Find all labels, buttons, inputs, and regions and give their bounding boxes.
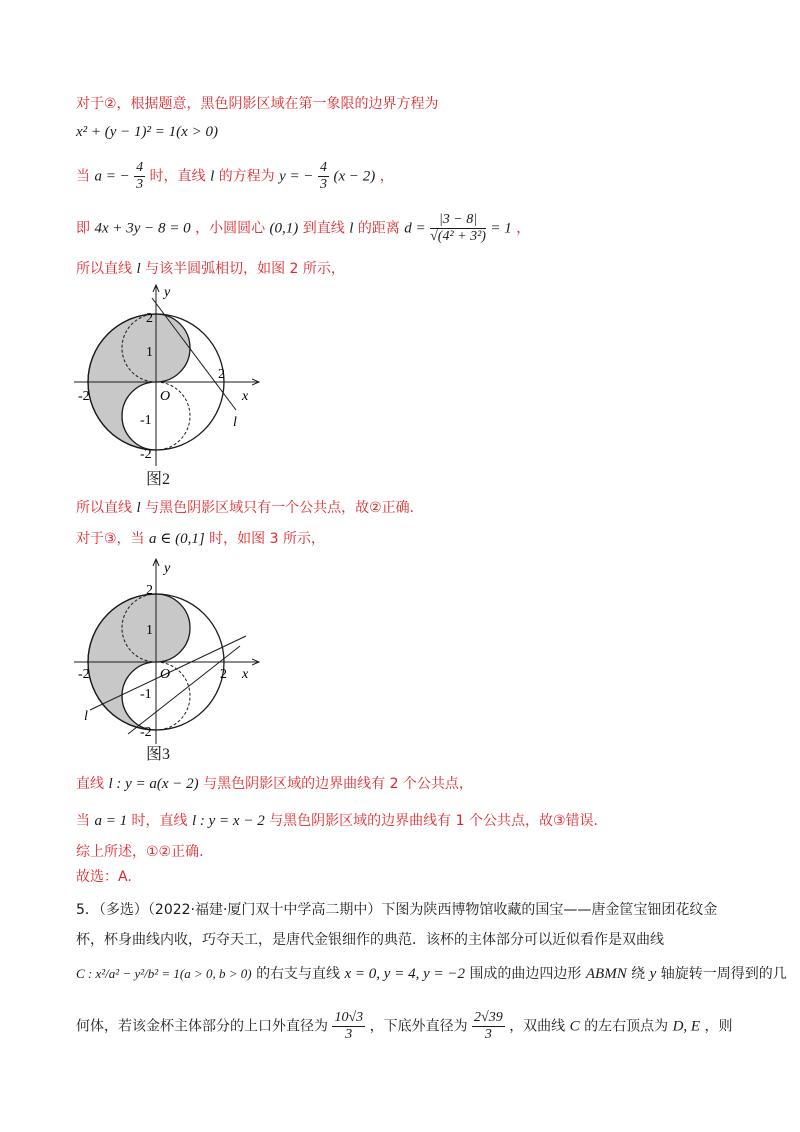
math-expression: 4x + 3y − 8 = 0 (94, 220, 191, 237)
text: 即 (76, 220, 90, 237)
solution-line-10 (76, 841, 204, 861)
text: 与黑色阴影区域的边界曲线有 1 个公共点，故③错误. (269, 813, 598, 829)
math-expression: l : y = a(x − 2) (108, 776, 199, 792)
math-expression: D, E (672, 1018, 701, 1035)
solution-line-9 (76, 810, 598, 830)
math-expression: = 1 (490, 220, 512, 237)
text: 何体，若该金杯主体部分的上口外直径为 (76, 1018, 328, 1035)
math-expression: y = − (279, 168, 314, 185)
text: 围成的曲边四边形 (469, 966, 582, 982)
label-origin: O (160, 389, 171, 404)
text: 的距离 (357, 220, 400, 237)
tick-2: 2 (146, 583, 153, 598)
math-expression: x = 0, y = 4, y = −2 (344, 966, 465, 982)
tick-x-minus-2: -2 (78, 389, 90, 404)
solution-line-3 (76, 160, 394, 193)
fraction: $\frac{10√3}{3}$ (334, 1010, 364, 1042)
text: 杯，杯身曲线内收，巧夺天工，是唐代金银细作的典范．该杯的主体部分可以近似看作是双曲线 (76, 932, 664, 948)
text: ，则 (704, 1018, 733, 1035)
text: 与黑色阴影区域的边界曲线有 2 个公共点， (203, 776, 473, 792)
tick-1: 1 (146, 345, 153, 360)
solution-line-1 (76, 93, 439, 113)
math-expression: l : y = x − 2 (191, 813, 265, 829)
text: 综上所述，①②正确. (76, 844, 204, 860)
tick-minus-2: -2 (140, 447, 152, 462)
text: 当 (76, 168, 90, 185)
text: ，小圆圆心 (195, 220, 266, 237)
tick-minus-1: -1 (140, 413, 152, 428)
figure-3 (70, 556, 270, 746)
text: 5．（多选）（2022·福建·厦门双十中学高二期中）下图为陕西博物馆收藏的国宝——唐金筐宝钿团花纹金 (76, 902, 718, 918)
solution-line-7 (76, 528, 325, 548)
text: 到直线 (302, 220, 345, 237)
text: 的方程为 (218, 168, 275, 185)
question-5-line-2 (76, 929, 664, 949)
math-expression: (x − 2) (333, 168, 376, 185)
text: 时，直线 (149, 168, 206, 185)
boundary-equation (76, 124, 218, 141)
tick-x-2: 2 (218, 367, 225, 382)
math-expression: C : x²/a² − y²/b² = 1(a > 0, b > 0) (76, 966, 252, 981)
question-5-line-1 (76, 899, 717, 919)
fraction: $\frac{2√39}{3}$ (474, 1010, 503, 1042)
label-origin: O (160, 667, 171, 682)
text: ，下底外直径为 (369, 1018, 468, 1035)
text: 的左右顶点为 (584, 1018, 669, 1035)
tick-2: 2 (146, 311, 153, 326)
text: ， (379, 168, 394, 185)
text: 所以直线 (76, 500, 132, 516)
fraction: $\frac{|3 - 8|}{\text{√(4² + 3²)}}$ (430, 212, 486, 244)
math-expression: a = − (94, 168, 130, 185)
label-line-l: l (84, 709, 88, 724)
math-expression: x² + (y − 1)² = 1(x > 0) (76, 124, 218, 140)
question-5-line-3 (76, 963, 787, 983)
label-y: y (164, 285, 171, 300)
tick-minus-2: -2 (140, 725, 152, 740)
text: ，双曲线 (509, 1018, 566, 1035)
question-5-line-4 (76, 1010, 733, 1043)
math-expression: ABMN (585, 966, 627, 982)
solution-line-6 (76, 497, 414, 517)
solution-line-4 (76, 212, 530, 245)
figure-2-caption: 图2 (146, 471, 171, 488)
tick-x-2: 2 (220, 667, 227, 682)
solution-answer (76, 866, 132, 886)
label-line-l: l (233, 415, 237, 430)
math-expression: a ∈ (0,1] (149, 531, 205, 547)
tick-x-minus-2: -2 (78, 667, 90, 682)
fraction: $\frac{4}{3}$ (136, 160, 144, 192)
label-y: y (164, 561, 171, 576)
text: 当 (76, 813, 90, 829)
text: 对于③，当 (76, 531, 145, 547)
label-x: x (242, 389, 249, 404)
math-expression: C (569, 1018, 580, 1035)
tick-1: 1 (146, 623, 153, 638)
fraction: $\frac{4}{3}$ (320, 160, 327, 192)
text: ， (516, 220, 531, 237)
text: 时，直线 (131, 813, 188, 829)
text: 所以直线 (76, 261, 132, 277)
math-expression: y (649, 966, 657, 982)
label-x: x (242, 667, 249, 682)
text: 绕 (631, 966, 646, 982)
text: 的右支与直线 (256, 966, 341, 982)
text: 故选：A. (76, 869, 132, 885)
math-expression: d = (404, 220, 426, 237)
text: 与黑色阴影区域只有一个公共点，故②正确. (145, 500, 415, 516)
text: 对于②，根据题意，黑色阴影区域在第一象限的边界方程为 (76, 96, 439, 112)
solution-line-8 (76, 773, 473, 793)
math-expression: l (349, 220, 354, 237)
tick-minus-1: -1 (140, 687, 152, 702)
text: 与该半圆弧相切，如图 2 所示， (145, 261, 345, 277)
math-expression: (0,1) (269, 220, 299, 237)
figure-2 (70, 282, 270, 472)
text: 轴旋转一周得到的几 (660, 966, 787, 982)
math-expression: l (136, 261, 141, 277)
solution-line-5 (76, 258, 345, 278)
figure-3-caption: 图3 (146, 746, 171, 763)
text: 时，如图 3 所示， (209, 531, 325, 547)
text: 直线 (76, 776, 104, 792)
math-expression: l (136, 500, 141, 516)
math-expression: a = 1 (94, 813, 128, 829)
math-expression: l (210, 168, 215, 185)
